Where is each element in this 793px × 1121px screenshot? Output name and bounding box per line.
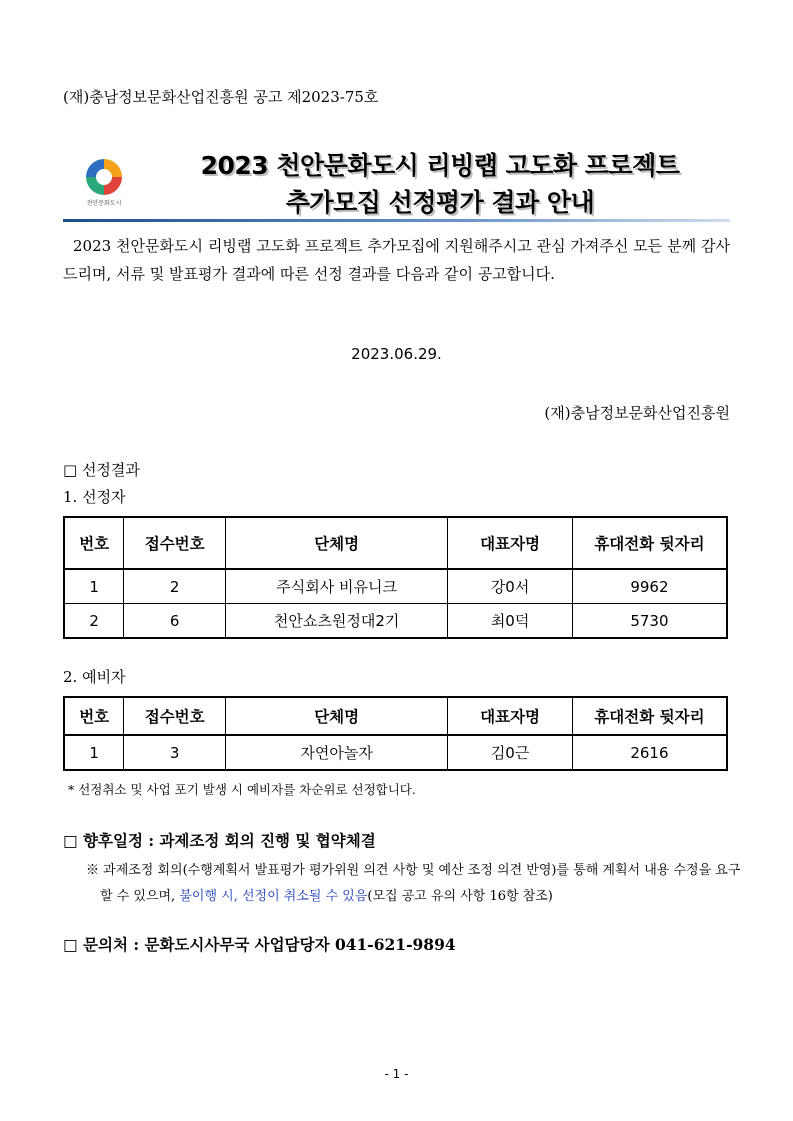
selected-table [63,516,728,639]
col-header: 번호 [64,697,124,735]
table-cell: 2616 [572,735,727,770]
schedule-note [86,858,745,910]
result-heading: □ 선정결과 [63,461,140,479]
schedule-note-highlight: 불이행 시, 선정이 취소될 수 있음 [179,889,368,904]
logo [80,155,128,215]
table-cell: 천안쇼츠원정대2기 [226,604,448,639]
col-header: 휴대전화 뒷자리 [572,697,727,735]
reserve-table [63,696,728,771]
reserve-heading: 2. 예비자 [63,668,126,686]
col-header: 접수번호 [124,517,226,569]
page-number: - 1 - [384,1067,409,1081]
col-header: 단체명 [226,517,448,569]
selected-heading: 1. 선정자 [63,488,126,506]
table-cell: 강0서 [448,569,573,604]
page-title-line2: 추가모집 선정평가 결과 안내 [285,188,595,217]
table-cell: 주식회사 비유니크 [226,569,448,604]
table-cell: 9962 [572,569,727,604]
page-title-line1: 2023 천안문화도시 리빙랩 고도화 프로젝트 [200,151,680,180]
table-cell: 김0근 [448,735,573,770]
schedule-heading: □ 향후일정 : 과제조정 회의 진행 및 협약체결 [63,831,376,850]
contact-heading: □ 문의처 : 문화도시사무국 사업담당자 041-621-9894 [63,935,456,954]
table-cell: 2 [124,569,226,604]
reserve-note: * 선정취소 및 사업 포기 발생 시 예비자를 차순위로 선정합니다. [68,782,416,797]
col-header: 대표자명 [448,697,573,735]
announcement-date: 2023.06.29. [351,345,442,363]
col-header: 단체명 [226,697,448,735]
col-header: 휴대전화 뒷자리 [572,517,727,569]
table-cell: 1 [64,735,124,770]
table-row [64,604,727,639]
notice-number: (재)충남정보문화산업진흥원 공고 제2023-75호 [63,88,379,106]
col-header: 접수번호 [124,697,226,735]
table-row [64,569,727,604]
col-header: 대표자명 [448,517,573,569]
col-header: 번호 [64,517,124,569]
schedule-note-suffix: (모집 공고 유의 사항 16항 참조) [367,889,553,904]
title-divider [63,219,730,222]
logo-caption: 천안문화도시 [86,200,122,207]
schedule-note-text: ※ 과제조정 회의(수행계획서 발표평가 평가위원 의견 사항 및 예산 조정 의견 반영)를 통해 계획서 내용 수정을 요구할 수 있으며, [86,863,741,904]
issuing-organization: (재)충남정보문화산업진흥원 [544,404,730,422]
intro-paragraph: 2023 천안문화도시 리빙랩 고도화 프로젝트 추가모집에 지원해주시고 관심 가져주신 모든 분께 감사드리며, 서류 및 발표평가 결과에 따른 선정 결과를 다음과 같이 공고합니다. [63,237,730,283]
table-row [64,735,727,770]
table-cell: 2 [64,604,124,639]
cheonan-logo-icon [80,155,128,199]
table-cell: 1 [64,569,124,604]
table-cell: 자연아놀자 [226,735,448,770]
table-cell: 최0덕 [448,604,573,639]
table-cell: 5730 [572,604,727,639]
table-cell: 6 [124,604,226,639]
table-cell: 3 [124,735,226,770]
